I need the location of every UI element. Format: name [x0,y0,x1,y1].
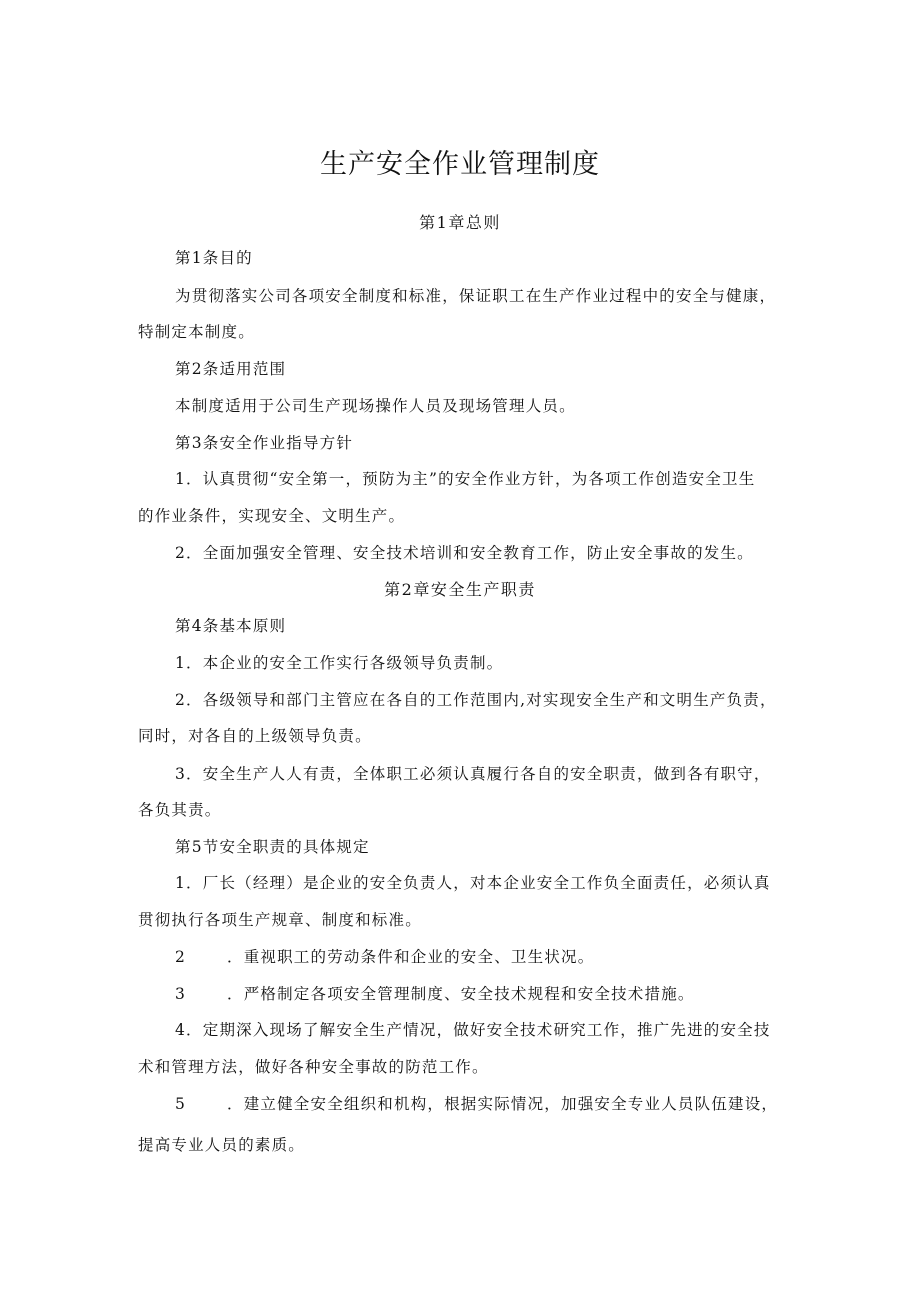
section-5-heading: 第5节安全职责的具体规定 [175,838,370,856]
article-4-item-1: 1．本企业的安全工作实行各级领导负责制。 [175,654,504,672]
section-5-item-3-text: ．严格制定各项安全管理制度、安全技术规程和安全技术措施。 [227,985,695,1003]
article-3-item-2: 2．全面加强安全管理、安全技术培训和安全教育工作，防止安全事故的发生。 [175,544,754,562]
section-5-item-5-number: 5 [175,1095,187,1113]
section-5-item-3-number: 3 [175,985,187,1003]
document-title: 生产安全作业管理制度 [320,149,600,180]
article-1-heading: 第1条目的 [175,249,253,267]
section-5-item-2 [175,945,594,967]
article-4-item-3-line-1: 3．安全生产人人有责，全体职工必须认真履行各自的安全职责，做到各有职守， [175,765,771,783]
article-2-heading: 第2条适用范围 [175,360,287,378]
article-3-heading: 第3条安全作业指导方针 [175,434,354,452]
section-5-item-2-text: ．重视职工的劳动条件和企业的安全、卫生状况。 [227,948,595,966]
section-5-item-5-text: ．建立健全安全组织和机构，根据实际情况，加强安全专业人员队伍建设， [227,1095,779,1113]
chapter-2-heading: 第2章安全生产职责 [384,580,536,599]
article-3-item-1-line-1: 1．认真贯彻“安全第一，预防为主”的安全作业方针，为各项工作创造安全卫生 [175,470,756,488]
article-3-item-1-line-2: 的作业条件，实现安全、文明生产。 [138,507,406,525]
article-2-body: 本制度适用于公司生产现场操作人员及现场管理人员。 [175,397,576,415]
article-4-item-2-line-2: 同时，对各自的上级领导负责。 [138,727,372,745]
article-4-item-2-line-1: 2．各级领导和部门主管应在各自的工作范围内,对实现安全生产和文明生产负责， [175,691,777,709]
section-5-item-5-line-2: 提高专业人员的素质。 [138,1136,306,1154]
article-1-line-2: 特制定本制度。 [138,323,255,341]
section-5-item-4-line-2: 术和管理方法，做好各种安全事故的防范工作。 [138,1058,489,1076]
article-4-heading: 第4条基本原则 [175,617,287,635]
section-5-item-4-line-1: 4．定期深入现场了解安全生产情况，做好安全技术研究工作，推广先进的安全技 [175,1021,771,1039]
article-4-item-3-line-2: 各负其责。 [138,801,222,819]
section-5-item-5 [175,1092,778,1114]
section-5-item-3 [175,982,695,1004]
article-1-line-1: 为贯彻落实公司各项安全制度和标准，保证职工在生产作业过程中的安全与健康， [175,287,777,305]
section-5-item-1-line-2: 贯彻执行各项生产规章、制度和标准。 [138,911,422,929]
section-5-item-1-line-1: 1．厂长（经理）是企业的安全负责人，对本企业安全工作负全面责任，必须认真 [175,874,771,892]
section-5-item-2-number: 2 [175,948,187,966]
chapter-1-heading: 第1章总则 [419,213,501,232]
